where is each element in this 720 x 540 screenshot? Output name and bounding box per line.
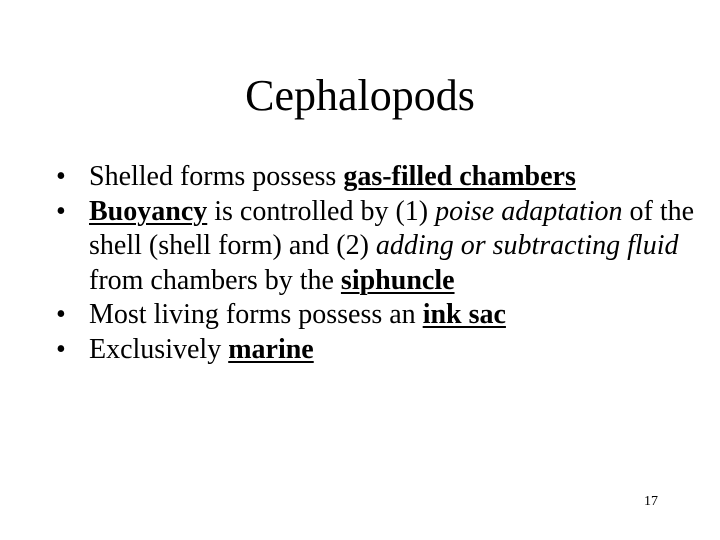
term-buoyancy: Buoyancy — [89, 195, 208, 227]
term-siphuncle: siphuncle — [340, 264, 455, 296]
slide-number: 17 — [644, 494, 658, 509]
bullet-text: of the shell (shell form) and (2) — [89, 195, 695, 261]
emphasis-poise-adaptation: poise adaptation — [435, 195, 623, 227]
bullet-item-marine — [56, 333, 696, 368]
emphasis-adding-subtracting-fluid: adding or subtracting fluid — [375, 230, 679, 261]
bullet-glyph: • — [56, 161, 66, 192]
bullet-glyph: • — [56, 333, 66, 365]
bullet-text: Shelled forms possess — [89, 161, 344, 192]
bullet-glyph: • — [56, 299, 66, 330]
slide-title: Cephalopods — [245, 71, 475, 120]
bullet-text: from chambers by the — [89, 264, 341, 296]
bullet-glyph: • — [56, 195, 66, 227]
term-gas-filled-chambers: gas-filled chambers — [343, 161, 576, 192]
bullet-text: is controlled by (1) — [207, 195, 436, 227]
bullet-text: Most living forms possess an — [89, 299, 423, 330]
term-marine: marine — [228, 333, 314, 365]
bullet-item-buoyancy — [56, 195, 696, 299]
term-ink-sac: ink sac — [422, 299, 506, 330]
bullet-item-ink-sac — [56, 298, 696, 333]
bullet-list — [56, 160, 696, 367]
bullet-item-shelled-forms — [56, 160, 696, 195]
bullet-text: Exclusively — [89, 333, 229, 365]
